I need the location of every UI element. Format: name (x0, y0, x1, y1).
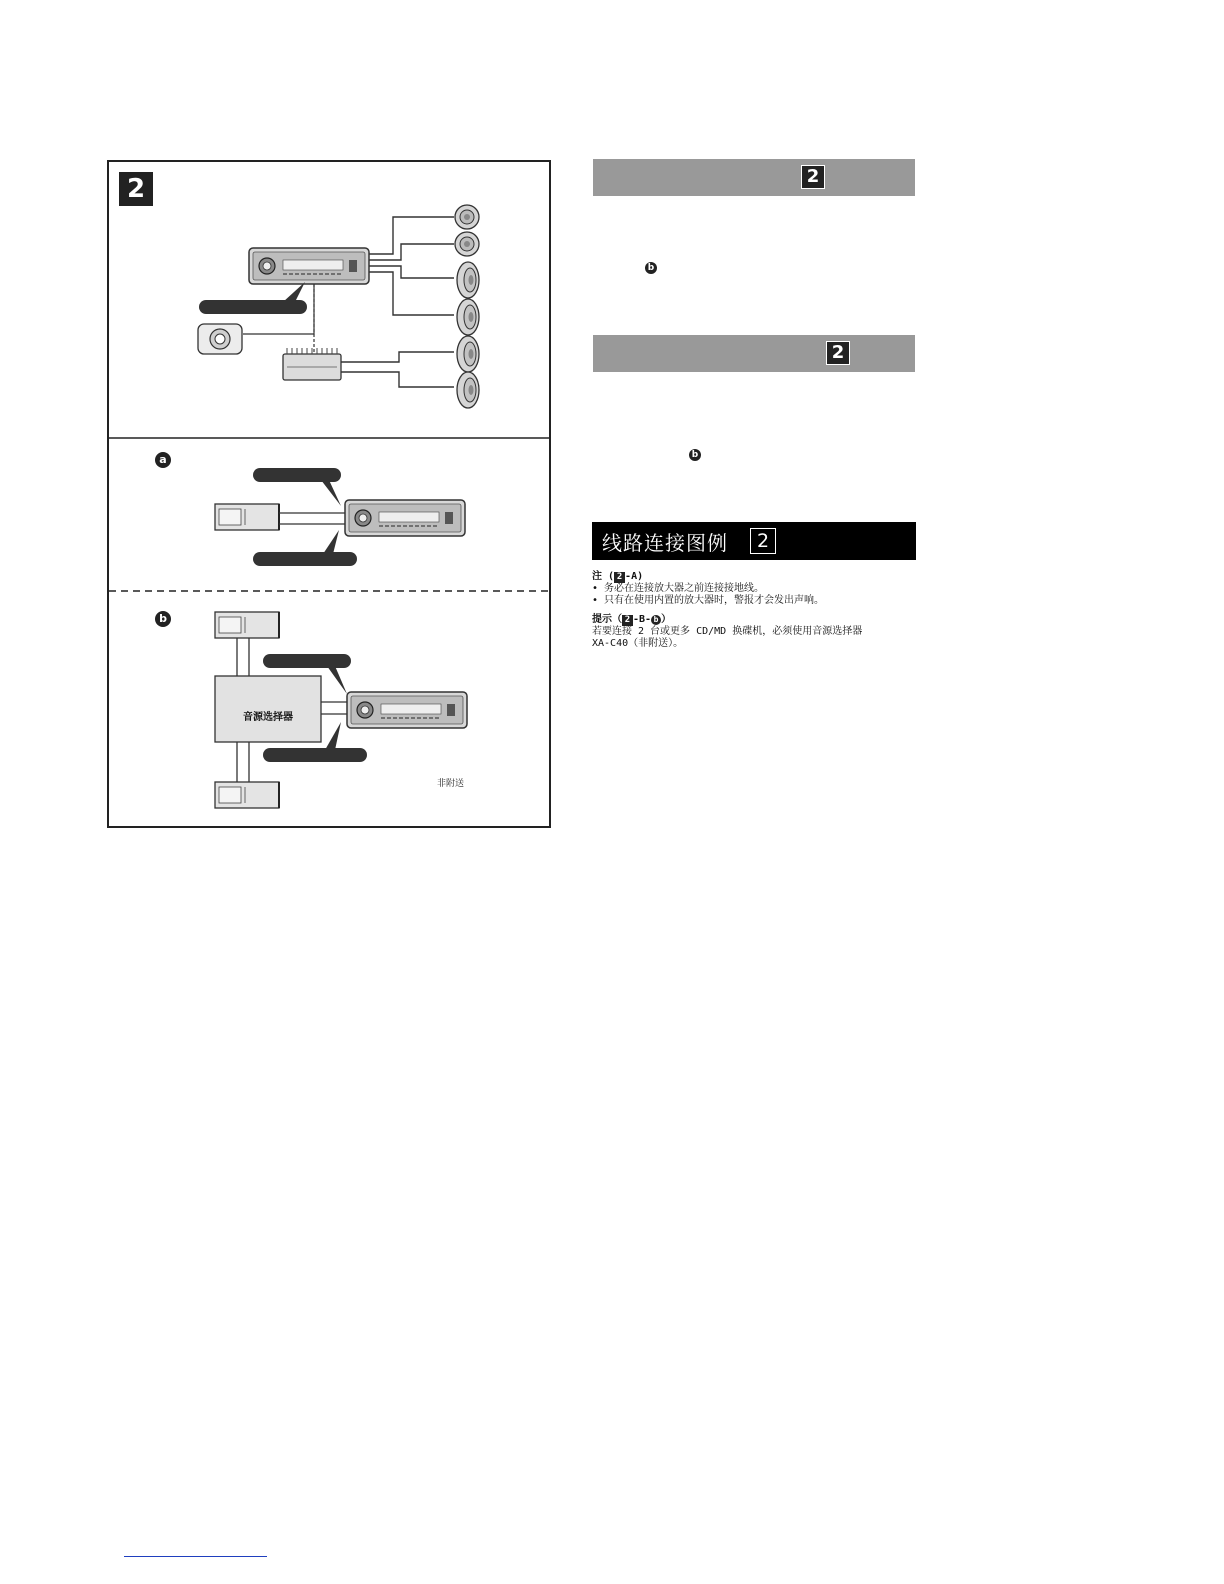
heading-number: 2 (826, 341, 850, 365)
connection-diagram (107, 160, 551, 828)
section-title: 线路连接图例 (602, 531, 728, 555)
head-unit (347, 692, 467, 728)
tweeter-speaker (455, 205, 479, 229)
note-bullet: • 务必在连接放大器之前连接接地线。 (592, 583, 765, 594)
source-selector-label: 音源选择器 (243, 712, 293, 723)
woofer-speaker (457, 372, 479, 408)
cd-changer (215, 782, 279, 808)
heading-bar (593, 335, 915, 372)
reference-badge: b (689, 449, 701, 461)
callout-label (199, 282, 307, 314)
tip-line: 若要连接 2 台或更多 CD/MD 换碟机，必须使用音源选择器 (592, 626, 863, 637)
tweeter-speaker (455, 232, 479, 256)
callout-label (253, 468, 341, 506)
notes-block (592, 571, 922, 650)
not-supplied-label: 非附送 (437, 779, 465, 789)
callout-label (253, 530, 357, 566)
cd-changer (215, 504, 279, 530)
head-unit (345, 500, 465, 536)
heading-bar (593, 159, 915, 196)
speaker-wires (339, 217, 454, 387)
section-a-badge: a (155, 452, 171, 468)
tip-heading: 提示（ 2 -B- b ） (592, 614, 672, 625)
heading-number: 2 (801, 165, 825, 189)
section-number: 2 (750, 528, 776, 554)
cd-changer (215, 612, 279, 638)
woofer-speaker (457, 336, 479, 372)
woofer-speaker (457, 299, 479, 335)
woofer-speaker (457, 262, 479, 298)
head-unit (249, 248, 369, 284)
section-heading (592, 522, 916, 560)
changer-cable (279, 513, 345, 524)
note-bullet: • 只有在使用内置的放大器时，警报才会发出声响。 (592, 595, 825, 606)
footer-rule (124, 1556, 267, 1557)
tip-line: XA-C40（非附送）。 (592, 638, 684, 649)
diagram-artwork (109, 162, 549, 826)
figure-number: 2 (119, 172, 153, 206)
note-heading: 注 ( 2 -A) (592, 571, 644, 582)
reference-badge: b (645, 262, 657, 274)
section-b-badge: b (155, 611, 171, 627)
